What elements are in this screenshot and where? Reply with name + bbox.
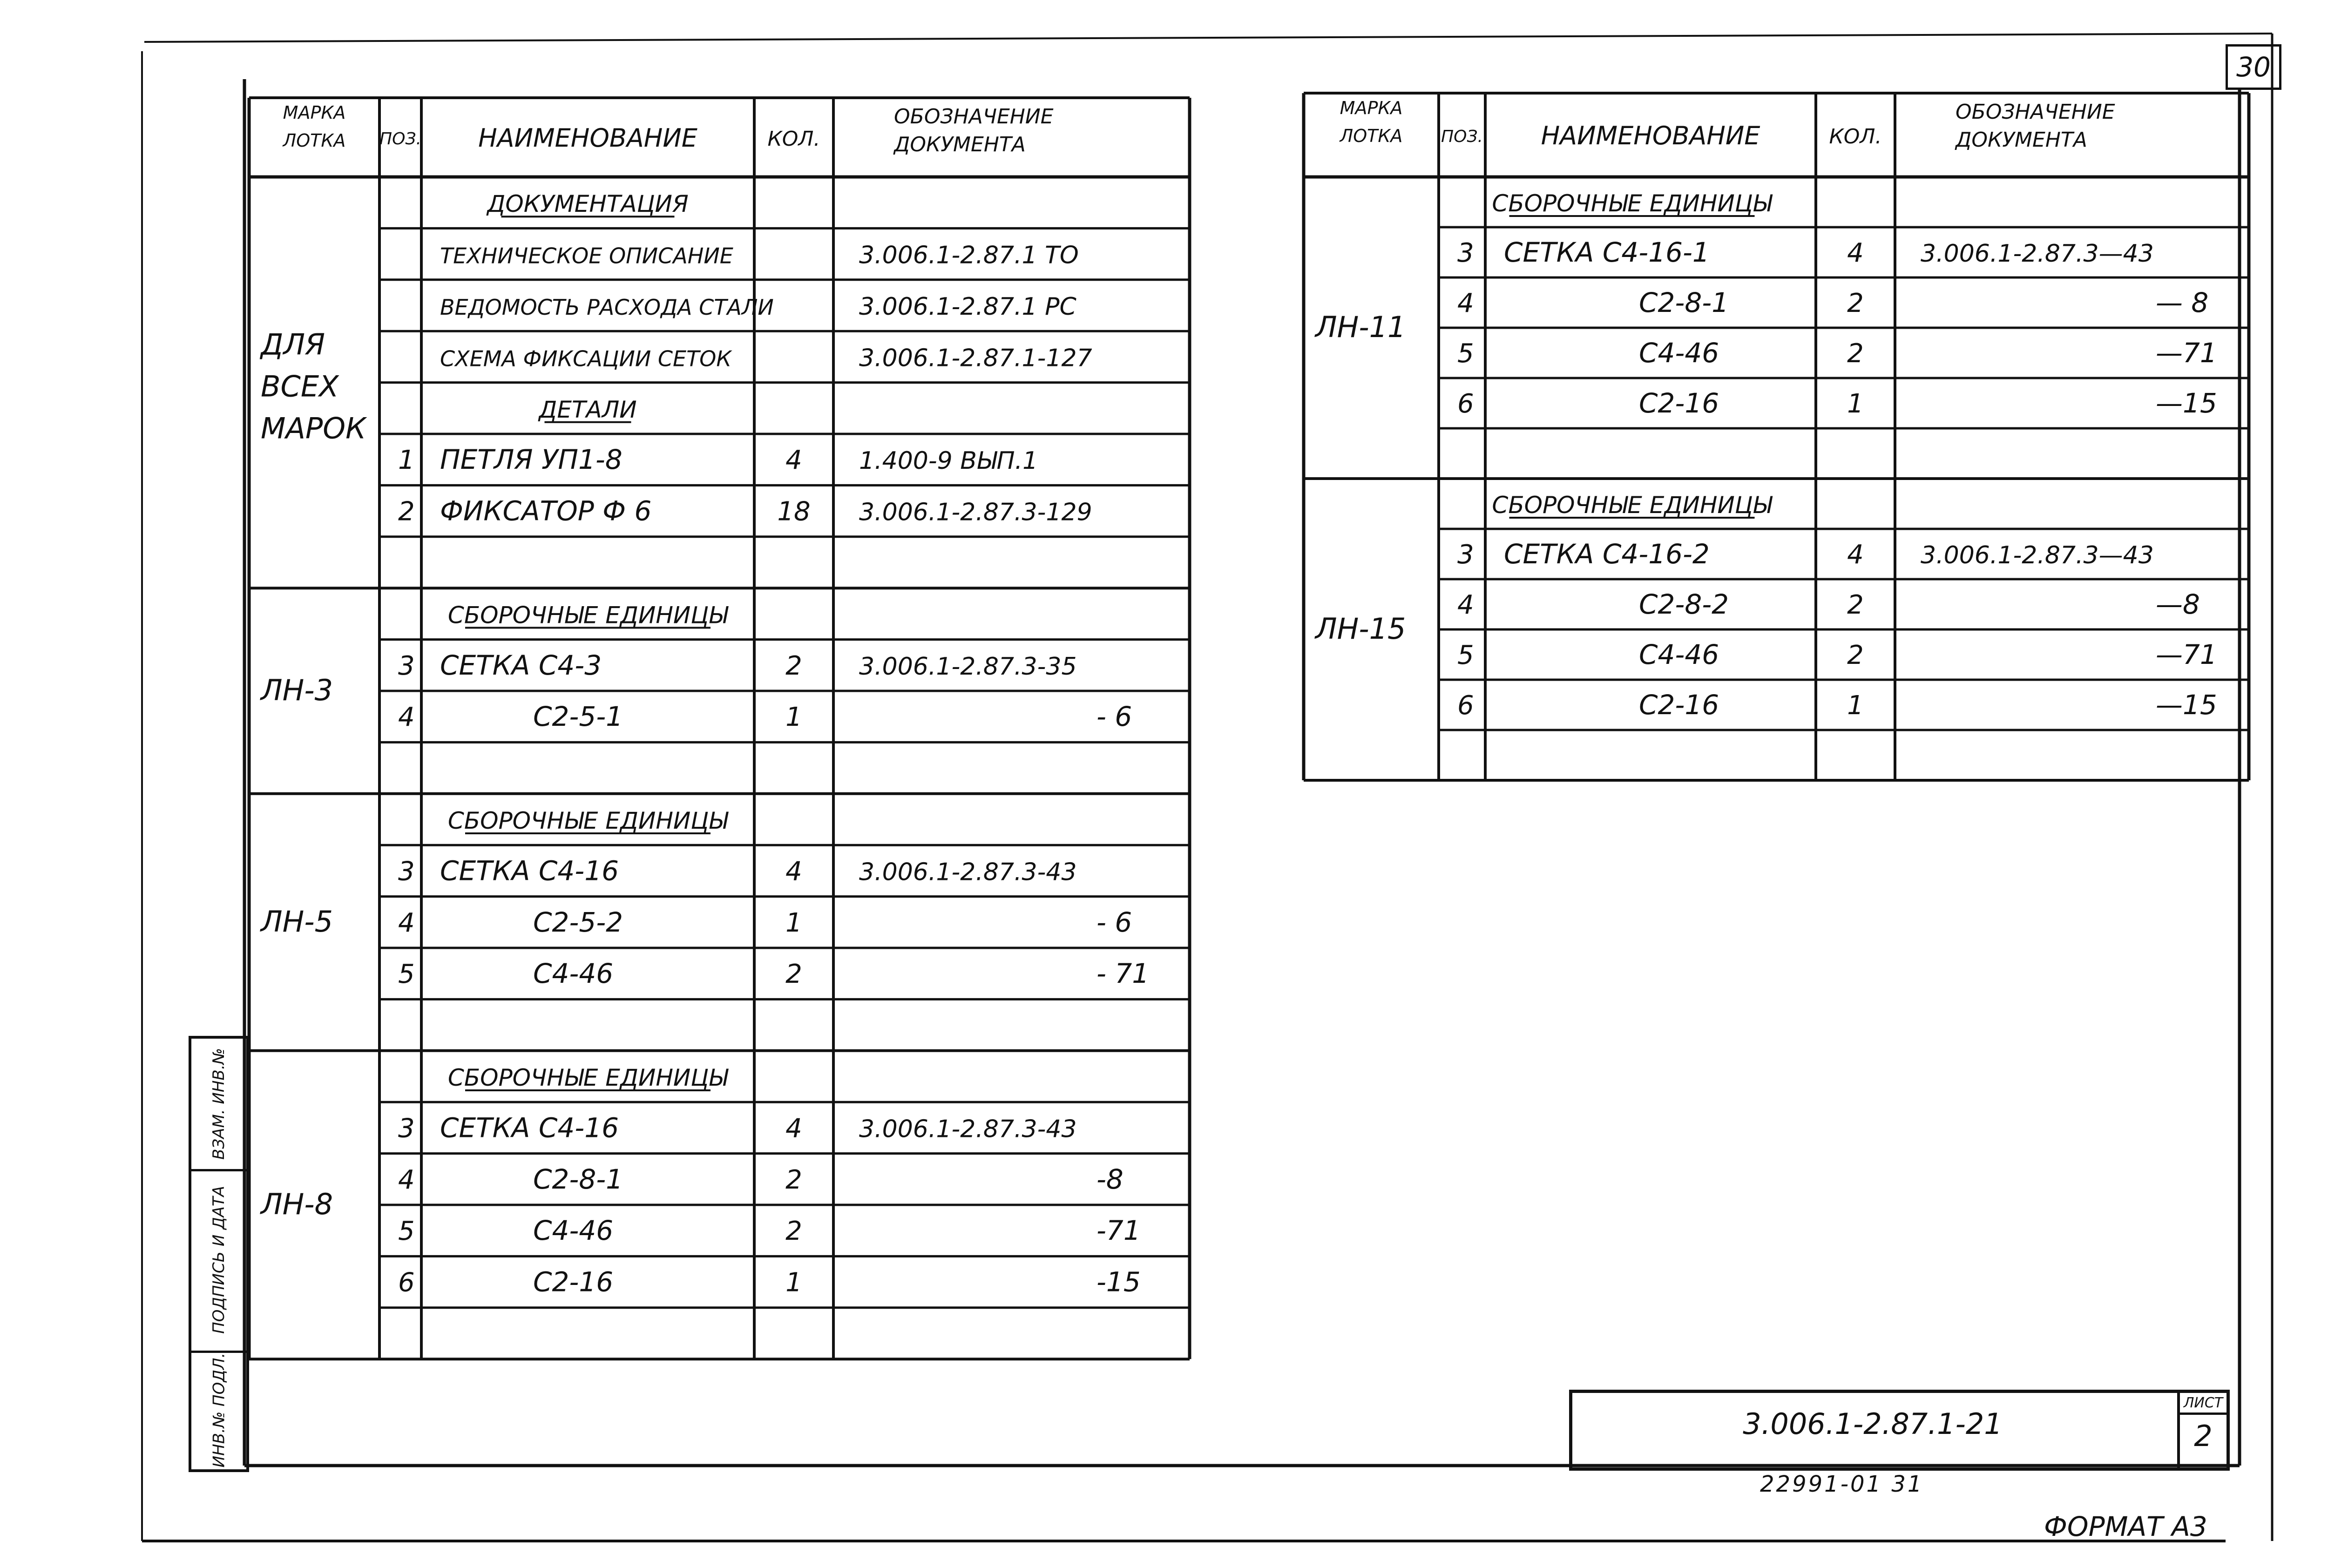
item-quantity: 4 — [1847, 540, 1864, 570]
position-number: 5 — [1457, 338, 1474, 369]
item-name: ФИКСАТОР Ф 6 — [440, 495, 652, 527]
side-stamp-original-inventory: ИНВ.№ ПОДЛ. — [210, 1352, 229, 1467]
item-quantity: 2 — [785, 650, 802, 681]
item-quantity: 1 — [785, 702, 802, 733]
document-ref: 1.400-9 ВЫП.1 — [859, 447, 1038, 475]
group-marka: ЛН-3 — [261, 673, 333, 707]
position-number: 3 — [398, 1113, 415, 1144]
header-name: НАИМЕНОВАНИЕ — [478, 123, 697, 153]
item-name: СЕТКА С4-16 — [440, 855, 619, 887]
document-ref: 3.006.1-2.87.3-35 — [859, 652, 1077, 681]
title-block-document-code: 3.006.1-2.87.1-21 — [1743, 1407, 2003, 1441]
position-number: 3 — [1457, 238, 1474, 268]
position-number: 4 — [398, 1164, 415, 1195]
document-ref: 3.006.1-2.87.3-43 — [859, 858, 1077, 886]
group-marka: ВСЕХ — [261, 369, 339, 404]
title-block — [1569, 1390, 2230, 1471]
position-number: 4 — [398, 702, 415, 733]
group-marka: ЛН-8 — [261, 1187, 333, 1221]
item-name: СЕТКА С4-16-2 — [1504, 538, 1710, 570]
document-ref: 3.006.1-2.87.3—43 — [1921, 541, 2154, 569]
side-stamp-signature-date: ПОДПИСЬ И ДАТА — [191, 1169, 246, 1353]
header-marka: ЛОТКА — [283, 130, 346, 151]
item-quantity: 4 — [785, 445, 802, 476]
document-ref: 3.006.1-2.87.3-43 — [859, 1115, 1077, 1143]
header-oboz: ДОКУМЕНТА — [1956, 128, 2087, 152]
right-spec-table — [1304, 93, 2249, 780]
page-number: 30 — [2226, 44, 2281, 90]
position-number: 6 — [398, 1267, 415, 1298]
item-name: СХЕМА ФИКСАЦИИ СЕТОК — [440, 346, 732, 372]
header-oboz: ДОКУМЕНТА — [894, 133, 1026, 156]
item-quantity: 4 — [785, 856, 802, 887]
item-quantity: 2 — [1847, 288, 1864, 318]
item-quantity: 2 — [1847, 640, 1864, 670]
document-ref: 3.006.1-2.87.3—43 — [1921, 240, 2154, 268]
document-ref: 3.006.1-2.87.3-129 — [859, 498, 1092, 527]
position-number: 3 — [398, 856, 415, 887]
side-stamp — [189, 1036, 249, 1472]
item-quantity: 1 — [785, 1267, 802, 1298]
document-ref: 3.006.1-2.87.1-127 — [859, 344, 1092, 372]
item-name: С2-16 — [1639, 689, 1719, 721]
item-name: С2-8-1 — [533, 1163, 623, 1195]
header-marka: МАРКА — [283, 102, 346, 123]
position-number: 6 — [1457, 389, 1474, 419]
document-ref: - 6 — [1096, 906, 1132, 938]
item-quantity: 1 — [1847, 690, 1864, 721]
group-marka: ЛН-5 — [261, 904, 333, 939]
document-ref: - 6 — [1096, 701, 1132, 733]
item-name: С2-16 — [533, 1266, 614, 1298]
document-ref: — 8 — [2156, 287, 2209, 318]
item-quantity: 2 — [785, 1164, 802, 1195]
header-marka: ЛОТКА — [1340, 126, 1403, 146]
document-ref: 3.006.1-2.87.1 ТО — [859, 241, 1079, 270]
header-name: НАИМЕНОВАНИЕ — [1541, 121, 1760, 150]
document-ref: -71 — [1096, 1215, 1141, 1247]
position-number: 2 — [398, 496, 415, 527]
group-marka: ЛН-11 — [1315, 310, 1406, 344]
section-title: СБОРОЧНЫЕ ЕДИНИЦЫ — [447, 807, 728, 834]
item-name: ВЕДОМОСТЬ РАСХОДА СТАЛИ — [440, 295, 774, 320]
position-number: 4 — [1457, 590, 1474, 620]
item-name: С2-5-1 — [533, 701, 623, 733]
header-poz: ПОЗ. — [1441, 127, 1483, 146]
side-stamp-replacement: ВЗАМ. ИНВ.№ — [191, 1039, 246, 1171]
archive-number: 22991-01 31 — [1760, 1471, 1924, 1497]
position-number: 4 — [1457, 288, 1474, 318]
document-ref: —71 — [2156, 639, 2217, 670]
position-number: 6 — [1457, 690, 1474, 721]
document-ref: —71 — [2156, 337, 2217, 369]
group-marka: МАРОК — [261, 411, 366, 446]
item-name: С4-46 — [533, 1215, 614, 1247]
section-title: СБОРОЧНЫЕ ЕДИНИЦЫ — [1492, 492, 1772, 519]
section-title: СБОРОЧНЫЕ ЕДИНИЦЫ — [447, 1064, 728, 1091]
header-oboz: ОБОЗНАЧЕНИЕ — [894, 105, 1054, 128]
item-name: С2-5-2 — [533, 906, 623, 938]
document-ref: -15 — [1096, 1266, 1141, 1298]
item-quantity: 2 — [1847, 590, 1864, 620]
item-name: СЕТКА С4-16 — [440, 1112, 619, 1144]
position-number: 5 — [398, 1216, 415, 1247]
section-title: ДЕТАЛИ — [539, 396, 637, 423]
title-block-sheet-number: 2 — [2194, 1419, 2213, 1453]
item-quantity: 1 — [785, 907, 802, 938]
item-quantity: 2 — [785, 959, 802, 990]
item-name: СЕТКА С4-3 — [440, 649, 602, 681]
document-ref: —15 — [2156, 689, 2217, 721]
position-number: 3 — [398, 650, 415, 681]
position-number: 1 — [398, 445, 415, 476]
header-marka: МАРКА — [1340, 98, 1403, 118]
document-ref: -8 — [1096, 1163, 1123, 1195]
item-quantity: 4 — [1847, 238, 1864, 268]
group-marka: ДЛЯ — [261, 327, 325, 362]
item-name: СЕТКА С4-16-1 — [1504, 237, 1710, 268]
item-name: С2-8-1 — [1639, 287, 1729, 318]
item-name: С4-46 — [533, 958, 614, 990]
header-kol: КОЛ. — [767, 127, 820, 151]
item-name: С2-16 — [1639, 387, 1719, 419]
position-number: 5 — [398, 959, 415, 990]
section-title: СБОРОЧНЫЕ ЕДИНИЦЫ — [1492, 190, 1772, 217]
header-poz: ПОЗ. — [379, 129, 421, 149]
title-block-sheet-label: ЛИСТ — [2180, 1395, 2226, 1415]
item-name: С2-8-2 — [1639, 588, 1729, 620]
item-quantity: 1 — [1847, 389, 1864, 419]
header-oboz: ОБОЗНАЧЕНИЕ — [1956, 100, 2115, 124]
format-label: ФОРМАТ А3 — [2044, 1511, 2207, 1542]
position-number: 4 — [398, 907, 415, 938]
document-ref: —8 — [2156, 588, 2200, 620]
document-ref: 3.006.1-2.87.1 РС — [859, 293, 1076, 321]
section-title: ДОКУМЕНТАЦИЯ — [487, 190, 689, 218]
item-name: С4-46 — [1639, 639, 1719, 670]
title-block-sheet-cell — [2177, 1393, 2226, 1467]
position-number: 5 — [1457, 640, 1474, 670]
section-title: СБОРОЧНЫЕ ЕДИНИЦЫ — [447, 602, 728, 629]
item-quantity: 4 — [785, 1113, 802, 1144]
item-quantity: 18 — [777, 496, 811, 527]
item-quantity: 2 — [1847, 338, 1864, 369]
item-name: ПЕТЛЯ УП1-8 — [440, 444, 623, 476]
group-marka: ЛН-15 — [1315, 612, 1406, 646]
document-ref: —15 — [2156, 387, 2217, 419]
header-kol: КОЛ. — [1829, 125, 1882, 149]
item-name: ТЕХНИЧЕСКОЕ ОПИСАНИЕ — [440, 243, 733, 269]
item-quantity: 2 — [785, 1216, 802, 1247]
document-ref: - 71 — [1096, 958, 1150, 990]
item-name: С4-46 — [1639, 337, 1719, 369]
left-spec-table — [249, 98, 1190, 1359]
position-number: 3 — [1457, 540, 1474, 570]
